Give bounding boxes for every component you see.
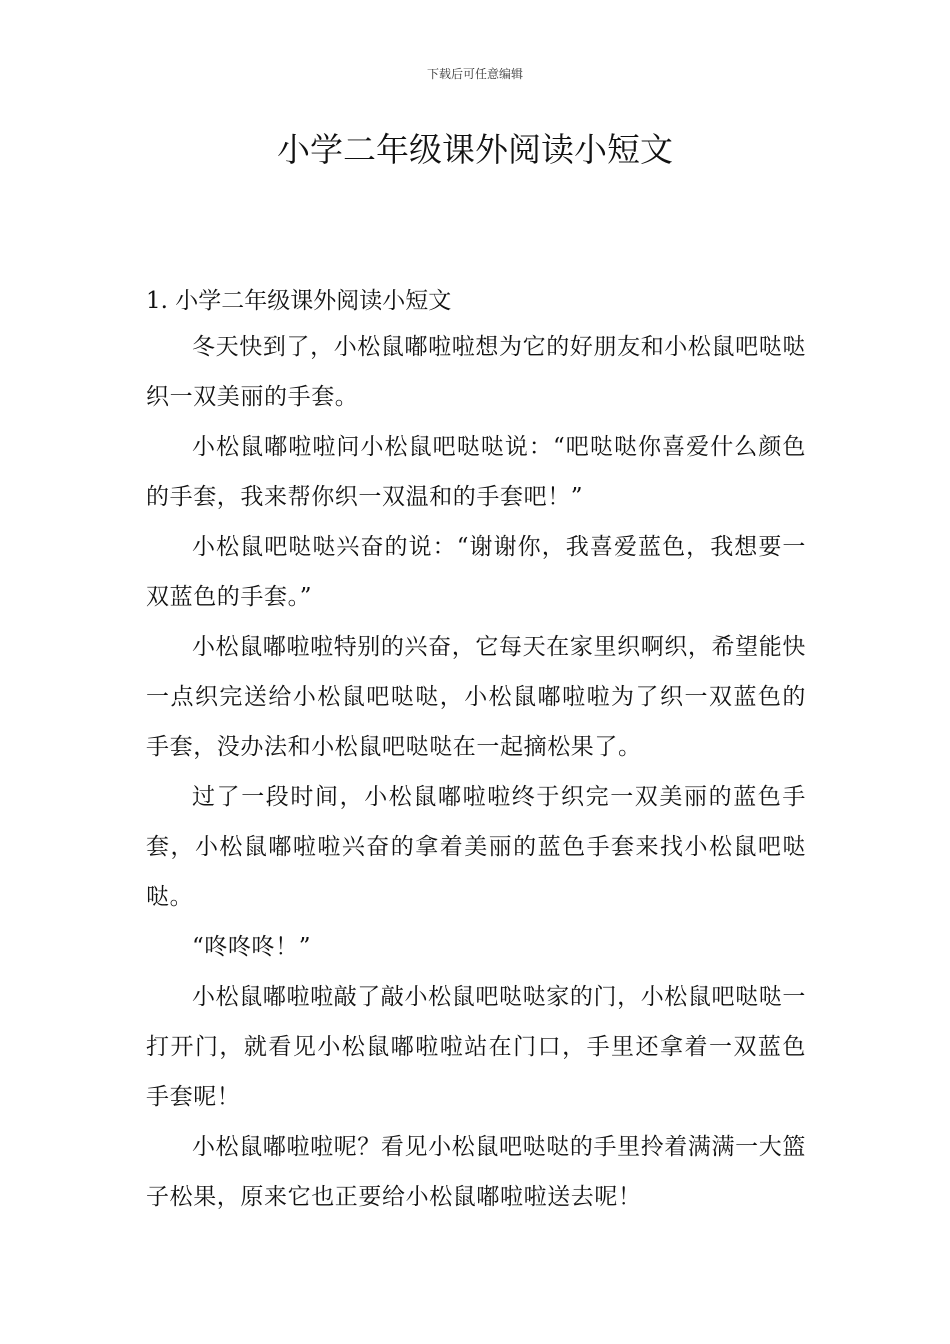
paragraph-6: “咚咚咚！” — [192, 934, 312, 960]
section-heading: 1. 小学二年级课外阅读小短文 — [146, 288, 452, 314]
paragraph-1: 冬天快到了，小松鼠嘟啦啦想为它的好朋友和小松鼠吧哒哒织一双美丽的手套。 — [146, 334, 806, 410]
paragraph-8: 小松鼠嘟啦啦呢？看见小松鼠吧哒哒的手里拎着满满一大篮子松果，原来它也正要给小松鼠嘟啦啦送去呢！ — [146, 1134, 806, 1210]
paragraph-4: 小松鼠嘟啦啦特别的兴奋，它每天在家里织啊织，希望能快一点织完送给小松鼠吧哒哒，小松鼠嘟啦啦为了织一双蓝色的手套，没办法和小松鼠吧哒哒在一起摘松果了。 — [146, 634, 806, 760]
document-body — [146, 280, 806, 1222]
paragraph-2: 小松鼠嘟啦啦问小松鼠吧哒哒说：“吧哒哒你喜爱什么颜色的手套，我来帮你织一双温和的手套吧！” — [146, 434, 806, 510]
paragraph-3: 小松鼠吧哒哒兴奋的说：“谢谢你，我喜爱蓝色，我想要一双蓝色的手套。” — [146, 534, 806, 610]
paragraph-7: 小松鼠嘟啦啦敲了敲小松鼠吧哒哒家的门，小松鼠吧哒哒一打开门，就看见小松鼠嘟啦啦站在门口，手里还拿着一双蓝色手套呢！ — [146, 984, 806, 1110]
paragraph-5: 过了一段时间，小松鼠嘟啦啦终于织完一双美丽的蓝色手套，小松鼠嘟啦啦兴奋的拿着美丽的蓝色手套来找小松鼠吧哒哒。 — [146, 784, 806, 910]
header-note: 下载后可任意编辑 — [426, 67, 523, 81]
document-title: 小学二年级课外阅读小短文 — [277, 130, 673, 169]
